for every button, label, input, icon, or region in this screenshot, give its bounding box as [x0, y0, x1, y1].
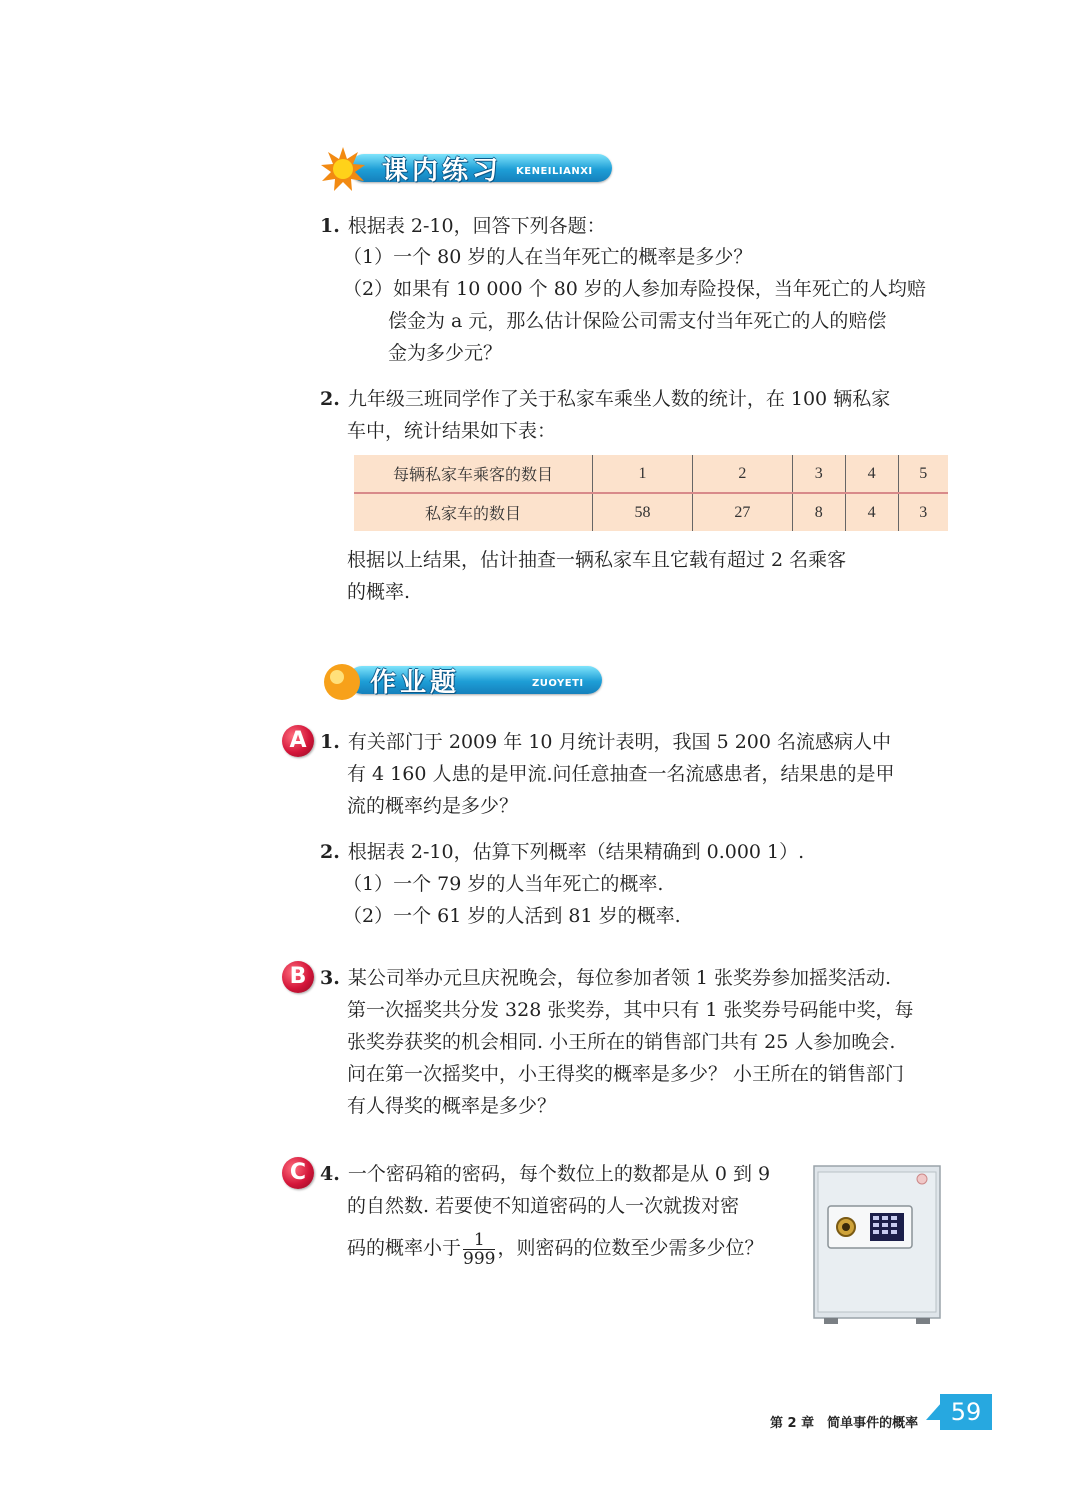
question-text: 九年级三班同学作了关于私家车乘坐人数的统计，在 100 辆私家 [347, 388, 891, 410]
chapter-footer: 第 2 章 简单事件的概率 [770, 1416, 919, 1431]
table-row-label: 私家车的数目 [424, 506, 521, 523]
car-passenger-table [354, 455, 948, 531]
homework-q3-line3: 张奖券获奖的机会相同. 小王所在的销售部门共有 25 人参加晚会. [347, 1031, 896, 1053]
table-cell: 3 [792, 455, 845, 493]
table-row-label: 每辆私家车乘客的数目 [354, 455, 593, 493]
practice-q1-part2-line2: 偿金为 a 元，那么估计保险公司需支付当年死亡的人的赔偿 [388, 310, 887, 332]
question-text: 有关部门于 2009 年 10 月统计表明，我国 5 200 名流感病人中 [347, 731, 892, 753]
question-number: 3. [320, 967, 340, 989]
question-number: 4. [320, 1163, 340, 1185]
homework-q2-part1: （1）一个 79 岁的人当年死亡的概率. [343, 873, 664, 895]
table-row [354, 493, 948, 531]
homework-q1-line3: 流的概率约是多少？ [347, 795, 519, 817]
practice-header-title: 课内练习 [382, 156, 503, 186]
fraction [463, 1231, 495, 1268]
practice-q2-after-line2: 的概率. [347, 581, 411, 603]
table-cell: 4 [845, 493, 898, 531]
table-cell: 5 [898, 455, 948, 493]
question-text: ，则密码的位数至少需多少位？ [497, 1237, 764, 1259]
homework-q4-line2: 的自然数. 若要使不知道密码的人一次就拨对密 [347, 1195, 740, 1217]
table-cell: 3 [898, 493, 948, 531]
fraction-numerator: 1 [463, 1231, 495, 1250]
practice-q2-line2: 车中，统计结果如下表： [347, 420, 557, 442]
homework-q3-line5: 有人得奖的概率是多少？ [347, 1095, 557, 1117]
level-a-badge: A [282, 725, 314, 757]
page-number: 59 [940, 1394, 992, 1430]
homework-q3-line4: 问在第一次摇奖中，小王得奖的概率是多少？ 小王所在的销售部门 [347, 1063, 905, 1085]
question-number: 2. [320, 388, 340, 410]
practice-q1-line [320, 211, 606, 241]
homework-q3-line1 [320, 963, 891, 993]
sun-icon [320, 146, 366, 192]
question-number: 2. [320, 841, 340, 863]
practice-header-subtitle: KENEILIANXI [516, 166, 593, 177]
level-b-badge: B [282, 961, 314, 993]
fraction-denominator: 999 [463, 1248, 496, 1269]
table-cell: 27 [692, 493, 792, 531]
question-text: 根据表 2-10，回答下列各题： [347, 215, 606, 237]
practice-q1-part2-line3: 金为多少元？ [388, 342, 503, 364]
table-cell: 4 [845, 455, 898, 493]
homework-q3-line2: 第一次摇奖共分发 328 张奖券，其中只有 1 张奖券号码能中奖，每 [347, 999, 914, 1021]
question-text: 一个密码箱的密码，每个数位上的数都是从 0 到 9 [347, 1163, 771, 1185]
practice-q1-part2-line1: （2）如果有 10 000 个 80 岁的人参加寿险投保，当年死亡的人均赔 [343, 278, 926, 300]
practice-q2-after-line1: 根据以上结果，估计抽查一辆私家车且它载有超过 2 名乘客 [347, 549, 847, 571]
practice-q2-line1 [320, 384, 890, 414]
table-cell: 1 [593, 455, 693, 493]
homework-q4-line3 [347, 1228, 763, 1268]
table-cell: 2 [692, 455, 792, 493]
question-text: 码的概率小于 [347, 1237, 462, 1259]
homework-q1-line1 [320, 727, 891, 757]
table-cell: 8 [792, 493, 845, 531]
homework-q2-part2: （2）一个 61 岁的人活到 81 岁的概率. [343, 905, 681, 927]
level-c-badge: C [282, 1157, 314, 1189]
homework-header [320, 658, 610, 698]
homework-q1-line2: 有 4 160 人患的是甲流.问任意抽查一名流感患者，结果患的是甲 [347, 763, 895, 785]
homework-header-title: 作业题 [370, 668, 461, 698]
homework-q2-line1 [320, 837, 804, 867]
practice-header [320, 146, 620, 186]
sun-icon [320, 658, 364, 702]
question-number: 1. [320, 215, 340, 237]
safe-image [806, 1162, 946, 1330]
homework-q4-line1 [320, 1159, 770, 1189]
homework-header-subtitle: ZUOYETI [532, 678, 584, 689]
question-text: 根据表 2-10，估算下列概率（结果精确到 0.000 1）. [347, 841, 805, 863]
question-text: 某公司举办元旦庆祝晚会，每位参加者领 1 张奖券参加摇奖活动. [347, 967, 892, 989]
practice-q1-part1: （1）一个 80 岁的人在当年死亡的概率是多少？ [343, 246, 753, 268]
table-cell: 58 [593, 493, 693, 531]
question-number: 1. [320, 731, 340, 753]
table-row [354, 455, 948, 493]
